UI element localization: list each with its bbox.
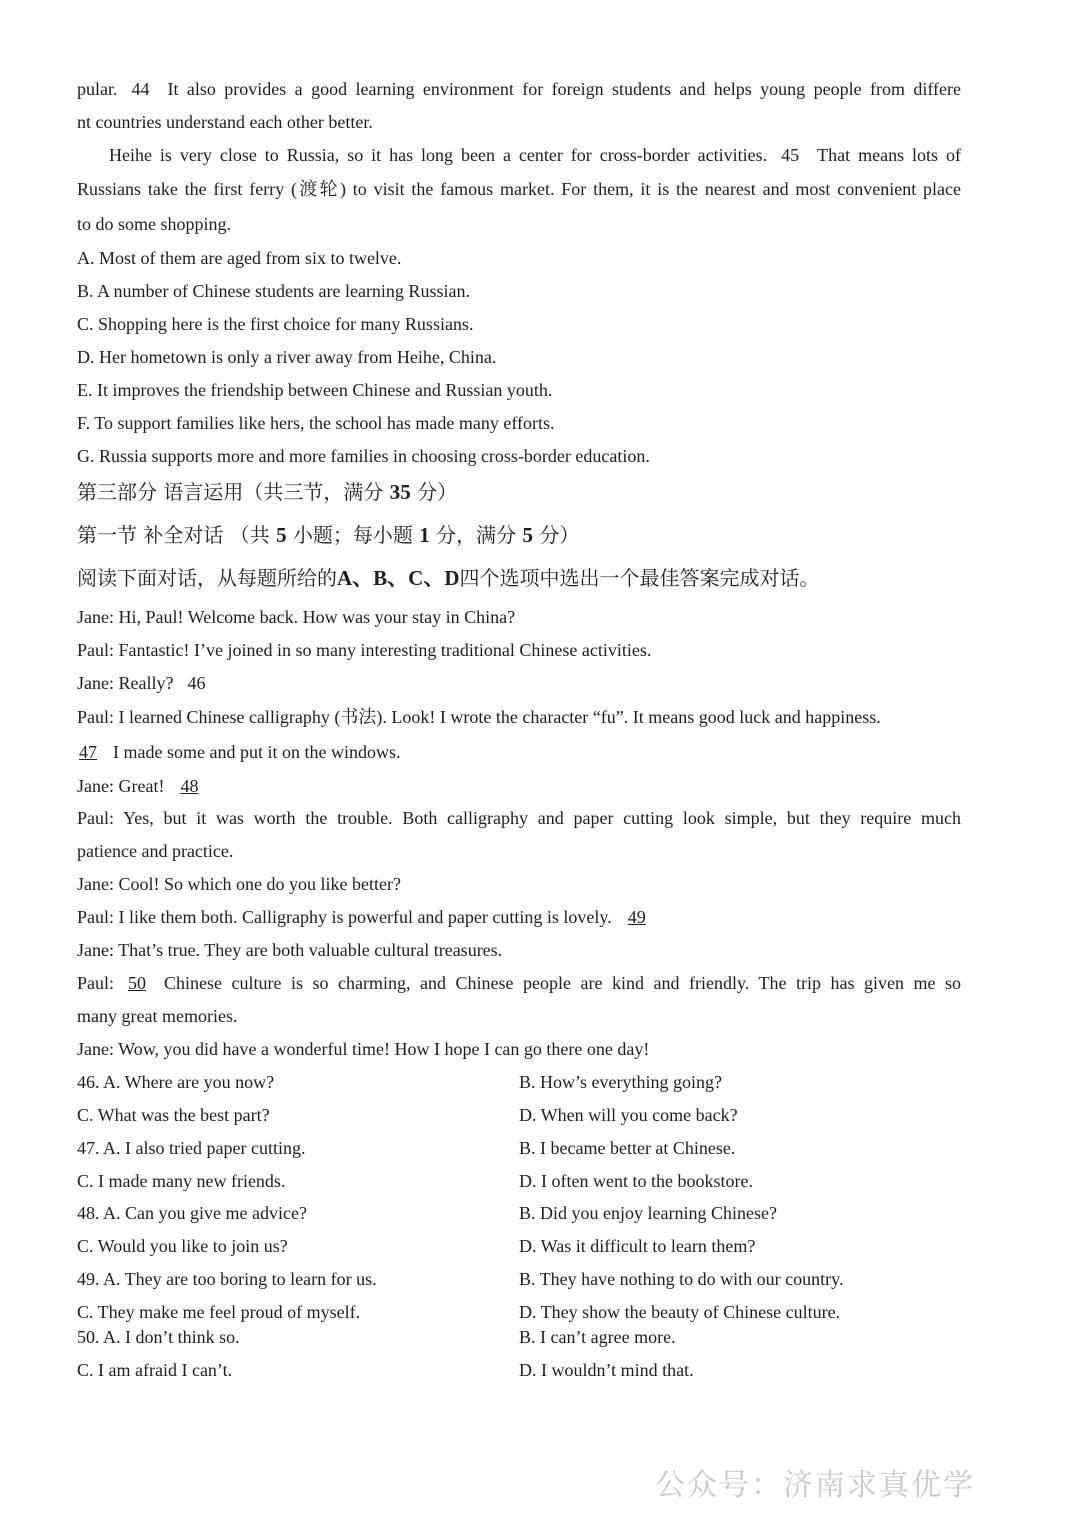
- passage-line: Heihe is very close to Russia, so it has long been a center for cross-border activities. 45 That means lots of: [109, 145, 961, 165]
- question-47-option-b: B. I became better at Chinese.: [519, 1138, 736, 1158]
- part-title: 第三部分 语言运用（共三节，满分 35 分）: [77, 480, 458, 504]
- question-47-option-d: D. I often went to the bookstore.: [519, 1171, 753, 1191]
- watermark: 公众号：济南求真优学: [655, 1468, 975, 1503]
- option-e: E. It improves the friendship between Chinese and Russian youth.: [77, 380, 553, 400]
- blank-44: 44: [131, 79, 150, 99]
- blank-47: 47: [79, 742, 97, 762]
- instructions: 阅读下面对话，从每题所给的A、B、C、D四个选项中选出一个最佳答案完成对话。: [77, 566, 820, 590]
- blank-46: 46: [187, 673, 206, 693]
- question-46-option-d: D. When will you come back?: [519, 1105, 738, 1125]
- section-title: 第一节 补全对话 （共 5 小题；每小题 1 分，满分 5 分）: [77, 523, 580, 547]
- question-50-option-b: B. I can’t agree more.: [519, 1327, 676, 1347]
- passage-line: to do some shopping.: [77, 214, 232, 234]
- passage-line: nt countries understand each other better.: [77, 112, 373, 132]
- question-46-option-a: 46. A. Where are you now?: [77, 1072, 275, 1092]
- question-47-option-c: C. I made many new friends.: [77, 1171, 286, 1191]
- passage-line: pular. 44 It also provides a good learning environment for foreign students and helps young people from differe: [77, 79, 961, 99]
- question-49-option-c: C. They make me feel proud of myself.: [77, 1302, 361, 1322]
- blank-50: 50: [128, 973, 147, 993]
- dialogue-line: many great memories.: [77, 1006, 238, 1026]
- question-49-option-a: 49. A. They are too boring to learn for us.: [77, 1269, 377, 1289]
- blank-48: 48: [180, 776, 199, 796]
- question-48-option-d: D. Was it difficult to learn them?: [519, 1236, 756, 1256]
- option-c: C. Shopping here is the first choice for many Russians.: [77, 314, 474, 334]
- dialogue-line: Paul: 50 Chinese culture is so charming, and Chinese people are kind and friendly. The trip has given me so: [77, 973, 961, 993]
- option-g: G. Russia supports more and more families in choosing cross-border education.: [77, 446, 650, 466]
- question-49-option-d: D. They show the beauty of Chinese culture.: [519, 1302, 841, 1322]
- question-50-option-d: D. I wouldn’t mind that.: [519, 1360, 694, 1380]
- question-50-option-c: C. I am afraid I can’t.: [77, 1360, 233, 1380]
- dialogue-line: Jane: Great! 48: [77, 776, 199, 796]
- question-48-option-a: 48. A. Can you give me advice?: [77, 1203, 307, 1223]
- question-47-option-a: 47. A. I also tried paper cutting.: [77, 1138, 306, 1158]
- question-46-option-c: C. What was the best part?: [77, 1105, 270, 1125]
- option-b: B. A number of Chinese students are learning Russian.: [77, 281, 470, 301]
- dialogue-line: Jane: That’s true. They are both valuable cultural treasures.: [77, 940, 503, 960]
- dialogue-line: Paul: I learned Chinese calligraphy (书法). Look! I wrote the character “fu”. It means good luck and happiness.: [77, 707, 881, 727]
- option-a: A. Most of them are aged from six to twelve.: [77, 248, 402, 268]
- dialogue-line: 47 I made some and put it on the windows.: [79, 742, 401, 762]
- dialogue-line: Paul: Fantastic! I’ve joined in so many interesting traditional Chinese activities.: [77, 640, 652, 660]
- dialogue-line: Jane: Really? 46: [77, 673, 206, 693]
- dialogue-line: Paul: I like them both. Calligraphy is powerful and paper cutting is lovely. 49: [77, 907, 646, 927]
- option-d: D. Her hometown is only a river away from Heihe, China.: [77, 347, 497, 367]
- option-f: F. To support families like hers, the school has made many efforts.: [77, 413, 555, 433]
- question-48-option-c: C. Would you like to join us?: [77, 1236, 288, 1256]
- passage-line: Russians take the first ferry (渡轮) to visit the famous market. For them, it is the nearest and most convenient place: [77, 179, 961, 199]
- dialogue-line: patience and practice.: [77, 841, 234, 861]
- question-46-option-b: B. How’s everything going?: [519, 1072, 722, 1092]
- question-49-option-b: B. They have nothing to do with our country.: [519, 1269, 844, 1289]
- blank-49: 49: [627, 907, 646, 927]
- dialogue-line: Paul: Yes, but it was worth the trouble. Both calligraphy and paper cutting look simple, but they require much: [77, 808, 961, 828]
- dialogue-line: Jane: Wow, you did have a wonderful time! How I hope I can go there one day!: [77, 1039, 650, 1059]
- question-48-option-b: B. Did you enjoy learning Chinese?: [519, 1203, 777, 1223]
- blank-45: 45: [781, 145, 800, 165]
- question-50-option-a: 50. A. I don’t think so.: [77, 1327, 240, 1347]
- dialogue-line: Jane: Cool! So which one do you like better?: [77, 874, 401, 894]
- dialogue-line: Jane: Hi, Paul! Welcome back. How was your stay in China?: [77, 607, 516, 627]
